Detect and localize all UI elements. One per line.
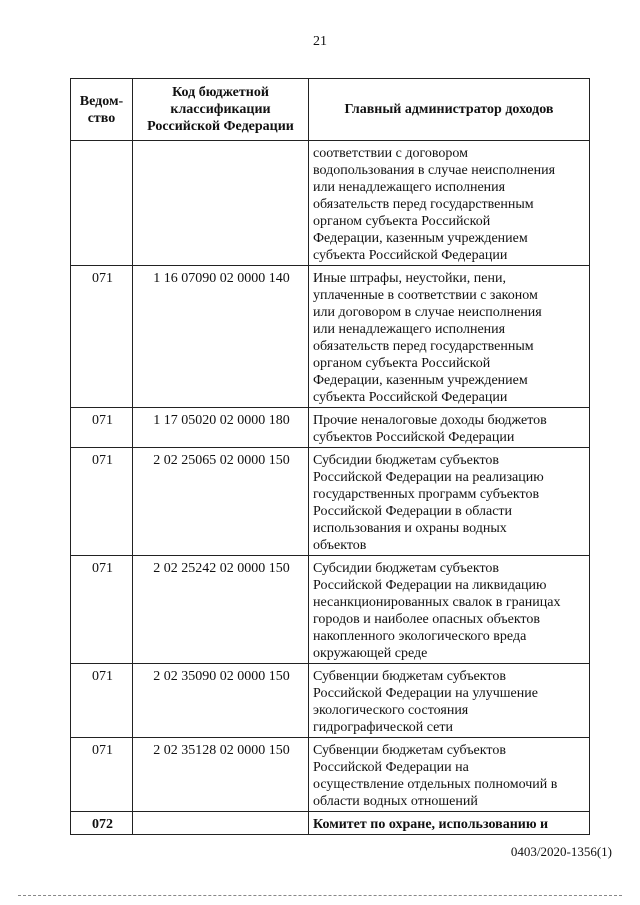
page-number: 21	[313, 34, 327, 49]
department-cell: 071	[71, 738, 133, 812]
department-cell: 071	[71, 266, 133, 408]
description-cell: Комитет по охране, использованию и	[309, 812, 590, 835]
department-cell	[71, 141, 133, 266]
budget-code-cell: 2 02 25242 02 0000 150	[133, 556, 309, 664]
table-row	[71, 141, 590, 266]
header-budget-code: Код бюджетной классификации Российской Федерации	[133, 79, 309, 141]
table-row	[71, 408, 590, 448]
budget-code-cell: 2 02 35090 02 0000 150	[133, 664, 309, 738]
department-cell: 071	[71, 664, 133, 738]
footer-divider	[18, 895, 622, 896]
department-cell: 071	[71, 448, 133, 556]
description-cell: Субвенции бюджетам субъектов Российской Федерации на улучшение экологического состояния гидрографической сети	[309, 664, 590, 738]
description-cell: Иные штрафы, неустойки, пени, уплаченные в соответствии с законом или договором в случае неисполнения или ненадлежащего исполнения обязательств перед государственным органом субъекта Российской Федерации, казенным учреждением субъекта Российской Федерации	[309, 266, 590, 408]
table-row	[71, 448, 590, 556]
budget-code-cell	[133, 141, 309, 266]
budget-code-cell: 1 16 07090 02 0000 140	[133, 266, 309, 408]
budget-code-cell	[133, 812, 309, 835]
document-code: 0403/2020-1356(1)	[510, 844, 612, 859]
department-cell: 071	[71, 556, 133, 664]
table-row	[71, 738, 590, 812]
description-cell: Субвенции бюджетам субъектов Российской Федерации на осуществление отдельных полномочий в области водных отношений	[309, 738, 590, 812]
budget-code-cell: 1 17 05020 02 0000 180	[133, 408, 309, 448]
description-cell: Прочие неналоговые доходы бюджетов субъектов Российской Федерации	[309, 408, 590, 448]
budget-classification-table	[70, 78, 590, 835]
department-cell: 072	[71, 812, 133, 835]
description-cell: Субсидии бюджетам субъектов Российской Федерации на ликвидацию несанкционированных свалок в границах городов и наиболее опасных объектов накопленного экологического вреда окружающей среде	[309, 556, 590, 664]
description-cell: Субсидии бюджетам субъектов Российской Федерации на реализацию государственных программ субъектов Российской Федерации в области использования и охраны водных объектов	[309, 448, 590, 556]
header-chief-administrator: Главный администратор доходов	[309, 79, 590, 141]
table-row	[71, 664, 590, 738]
budget-code-cell: 2 02 35128 02 0000 150	[133, 738, 309, 812]
table-row	[71, 556, 590, 664]
table-row	[71, 266, 590, 408]
table-header-row	[71, 79, 590, 141]
table-body	[71, 141, 590, 835]
description-cell: соответствии с договором водопользования в случае неисполнения или ненадлежащего исполнения обязательств перед государственным органом субъекта Российской Федерации, казенным учреждением субъекта Российской Федерации	[309, 141, 590, 266]
header-department: Ведом- ство	[71, 79, 133, 141]
budget-code-cell: 2 02 25065 02 0000 150	[133, 448, 309, 556]
table-row	[71, 812, 590, 835]
department-cell: 071	[71, 408, 133, 448]
